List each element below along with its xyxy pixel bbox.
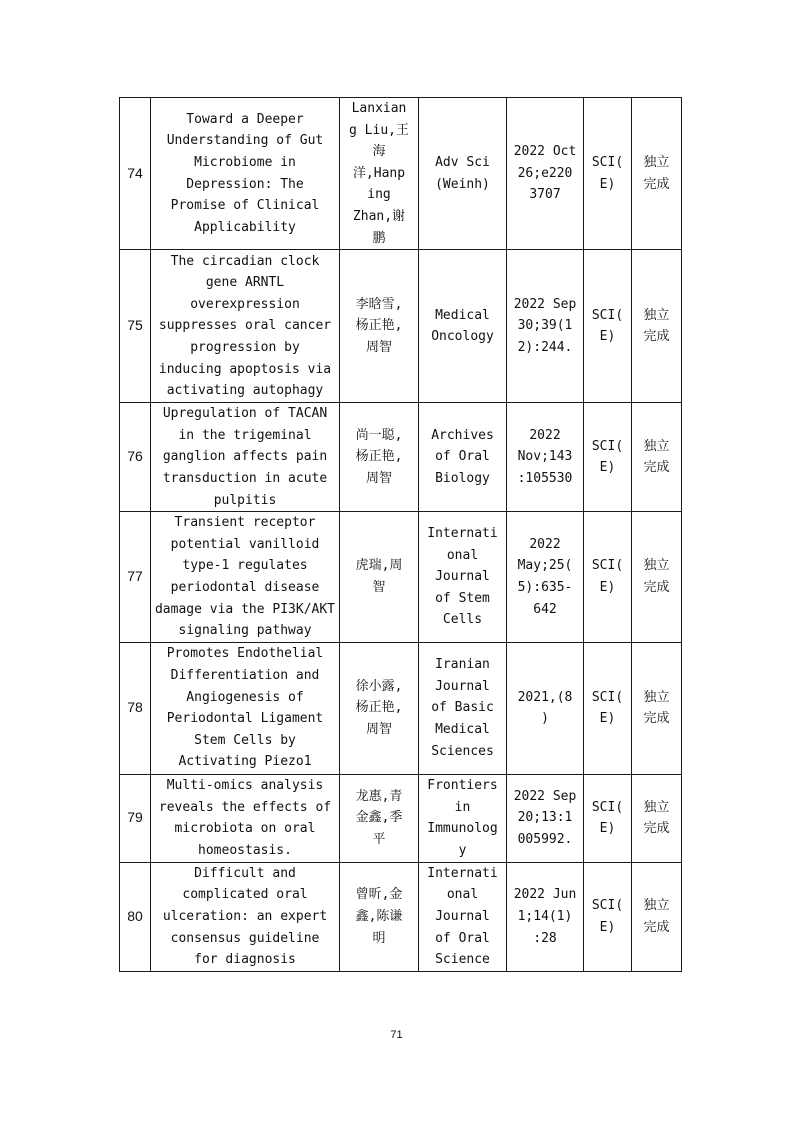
completion-cell: 独立 完成 xyxy=(632,250,682,403)
index-cell: SCI( E) xyxy=(584,862,632,971)
table-row xyxy=(120,98,682,250)
title-cell: Promotes Endothelial Differentiation and Angiogenesis of Periodontal Ligament Stem Cells by Activating Piezo1 xyxy=(151,642,340,774)
authors-cell: Lanxian g Liu,王 海 洋,Hanp ing Zhan,谢 鹏 xyxy=(340,98,419,250)
journal-cell: Iranian Journal of Basic Medical Sciences xyxy=(419,642,507,774)
title-cell: Transient receptor potential vanilloid type-1 regulates periodontal disease damage via the PI3K/AKT signaling pathway xyxy=(151,512,340,643)
title-cell: Difficult and complicated oral ulceration: an expert consensus guideline for diagnosis xyxy=(151,862,340,971)
index-cell: SCI( E) xyxy=(584,250,632,403)
journal-cell: Internati onal Journal of Oral Science xyxy=(419,862,507,971)
table-row xyxy=(120,642,682,774)
index-cell: SCI( E) xyxy=(584,98,632,250)
completion-cell: 独立 完成 xyxy=(632,403,682,512)
row-number-cell: 79 xyxy=(120,774,151,862)
publication-info-cell: 2022 Sep 20;13:1 005992. xyxy=(507,774,584,862)
completion-cell: 独立 完成 xyxy=(632,642,682,774)
completion-cell: 独立 完成 xyxy=(632,512,682,643)
completion-cell: 独立 完成 xyxy=(632,862,682,971)
table-row xyxy=(120,403,682,512)
journal-cell: Archives of Oral Biology xyxy=(419,403,507,512)
row-number-cell: 80 xyxy=(120,862,151,971)
title-cell: Multi-omics analysis reveals the effects of microbiota on oral homeostasis. xyxy=(151,774,340,862)
index-cell: SCI( E) xyxy=(584,642,632,774)
journal-cell: Internati onal Journal of Stem Cells xyxy=(419,512,507,643)
publication-table xyxy=(119,97,682,972)
authors-cell: 虎瑞,周 智 xyxy=(340,512,419,643)
row-number-cell: 75 xyxy=(120,250,151,403)
table-row xyxy=(120,250,682,403)
index-cell: SCI( E) xyxy=(584,774,632,862)
row-number-cell: 78 xyxy=(120,642,151,774)
completion-cell: 独立 完成 xyxy=(632,774,682,862)
authors-cell: 龙惠,青 金鑫,季 平 xyxy=(340,774,419,862)
index-cell: SCI( E) xyxy=(584,512,632,643)
authors-cell: 尚一聪, 杨正艳, 周智 xyxy=(340,403,419,512)
publication-info-cell: 2021,(8 ) xyxy=(507,642,584,774)
journal-cell: Frontiers in Immunolog y xyxy=(419,774,507,862)
journal-cell: Adv Sci (Weinh) xyxy=(419,98,507,250)
title-cell: The circadian clock gene ARNTL overexpression suppresses oral cancer progression by inducing apoptosis via activating autophagy xyxy=(151,250,340,403)
publication-info-cell: 2022 Jun 1;14(1) :28 xyxy=(507,862,584,971)
row-number-cell: 76 xyxy=(120,403,151,512)
table-row xyxy=(120,862,682,971)
table-row xyxy=(120,774,682,862)
journal-cell: Medical Oncology xyxy=(419,250,507,403)
index-cell: SCI( E) xyxy=(584,403,632,512)
authors-cell: 李晗雪, 杨正艳, 周智 xyxy=(340,250,419,403)
authors-cell: 徐小露, 杨正艳, 周智 xyxy=(340,642,419,774)
page-number: 71 xyxy=(390,1029,403,1041)
publication-info-cell: 2022 Nov;143 :105530 xyxy=(507,403,584,512)
authors-cell: 曾昕,金 鑫,陈谦 明 xyxy=(340,862,419,971)
title-cell: Upregulation of TACAN in the trigeminal ganglion affects pain transduction in acute pulpitis xyxy=(151,403,340,512)
row-number-cell: 74 xyxy=(120,98,151,250)
publication-info-cell: 2022 Sep 30;39(1 2):244. xyxy=(507,250,584,403)
title-cell: Toward a Deeper Understanding of Gut Microbiome in Depression: The Promise of Clinical Applicability xyxy=(151,98,340,250)
publication-info-cell: 2022 May;25( 5):635- 642 xyxy=(507,512,584,643)
table-row xyxy=(120,512,682,643)
publication-info-cell: 2022 Oct 26;e220 3707 xyxy=(507,98,584,250)
completion-cell: 独立 完成 xyxy=(632,98,682,250)
row-number-cell: 77 xyxy=(120,512,151,643)
